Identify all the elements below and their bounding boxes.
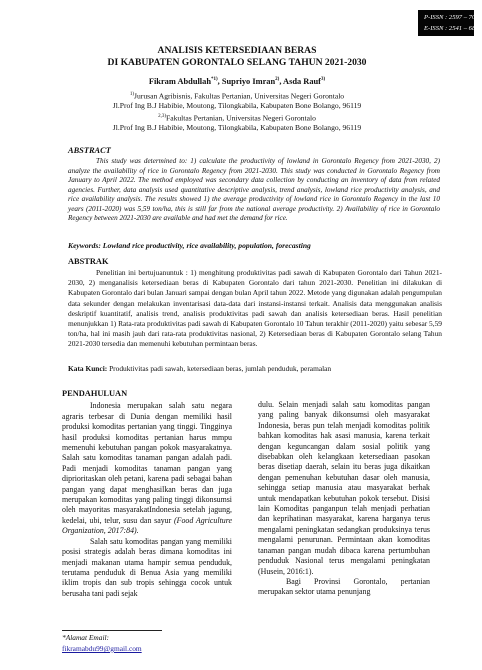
body-column-left [62,389,232,599]
left-paragraph-1: Indonesia merupakan salah satu negara agraris terbesar di Dunia dengan memiliki hasil produksi komoditas pertanian yang tinggi. Tingginya hasil produksi komoditas pertanian harus mmpu memenuhi kebutuhan pangan pokok masyarakatnya. Salah satu komoditas tanaman pangan adalah padi. Padi menjadi komoditas tanaman pangan yang diprioritaskan oleh petani, karena padi sebagai bahan pangan yang dapat menghasilkan beras dan juga merupakan komoditas yang paling tinggi dikonsumsi oleh mayoritas masyarakatIndonesia setelah jagung, kedelai, ubi, telur, susu dan sayur (Food Agriculture Organization, 2017:84). [62,401,232,536]
abstract-heading: ABSTRACT [68,146,111,155]
author-1: Fikram Abdullah$^{*1)}$, [148,77,222,86]
paper-title-line-2: DI KABUPATEN GORONTALO SELANG TAHUN 2021-2030 [107,57,367,68]
right-paragraph-1: dulu. Selain menjadi salah satu komoditas pangan yang paling banyak dikonsumsi oleh masyarakat Indonesia, beras pun telah menjadi komoditas politik bahkan komoditas hak asasi manusia, karena terkait dengan keguncangan dalam sosial politik yang disebabkan oleh kelangkaan ketersediaan pasokan beras disetiap daerah, selain itu beras juga dikaitkan dengan pemenuhan kebutuhan dasar oleh manusia, sehingga setiap manusia atau masyarakat berhak untuk mendapatkan kebutuhan pokok tersebut. Disisi lain Komoditas panganpun telah menjadi perhatian dan keprihatinan masyarakat, karena harganya terus mengalami peningkatan sedangkan produksinya terus mengalami penurunan. Permintaan akan komoditas tanaman pangan mudah dibaca karena pertumbuhan penduduk Nasional terus mengalami peningkatan (Husein, 2016:1). [258,400,430,576]
kata-kunci: Kata Kunci: Produktivitas padi sawah, ketersediaan beras, jumlah penduduk, peramalan [68,364,332,373]
email-link[interactable]: fikramabdu99@gmail.com [62,644,142,653]
footnote-divider [62,630,162,631]
issn-box [418,10,482,36]
affiliation-2-line-1: $^{2,3)}$Fakultas Pertanian, Universitas Negeri Gorontalo [158,113,316,123]
left-paragraph-2: Salah satu komoditas pangan yang memiliki posisi strategis adalah beras dimana komoditas ini menjadi makanan utama hampir semua penduduk, terutama penduduk di Benua Asia yang memiliki iklim tropis dan sub tropis sehingga cocok untuk berusaha tani padi sejak [62,536,232,598]
e-issn: E-ISSN : 2541 – 6847 [424,25,482,32]
pendahuluan-heading: PENDAHULUAN [62,389,128,398]
abstract-text: This study was determined to: 1) calculate the productivity of lowland in Gorontalo Regency from 2021-2030, 2) analyze the availability of rice in Gorontalo Regency from 2021-2030. This study was conducted in Gorontalo Regency from January to April 2022. The method employed was secondary data collection by conducting an inventory of data from related agencies. Further, data analysis used quantitative descriptive analysis, trend analysis, lowland rice productivity analysis, and rice availability analysis. The results showed 1) the average productivity of lowland rice in Gorontalo Regency in the last 10 years (2011-2020) was 5,59 ton/ha, this is still far from the national average productivity. 2) Availability of rice in Gorontalo Regency between 2021-2030 are available and had met the demand for rice. [68,157,440,222]
abstrak-text: Penelitian ini bertujuanuntuk : 1) menghitung produktivitas padi sawah di Kabupaten Gorontalo dari Tahun 2021-2030, 2) menganalisis ketersediaan beras di Kabupaten Gorontalo dari tahun 2021-2030. Penelitian ini dilakukan di Kabupaten Gorontalo dari bulan Januari sampai dengan bulan April tahun 2022. Metode yang digunakan adalah pengumpulan data sekunder dengan melakukan inventarisasi data-data dari instansi-instansi terkait. Analisis data menggunakan analisis deskriptif kuantitatif, analisis trend, analisis produktivitas padi sawah dan analisis ketersediaan beras. Hasil penelitian menunjukkan 1) Rata-rata produktivitas padi sawah di Kabupaten Gorontalo 10 Tahun terakhir (2011-2020) yaitu sebesar 5,59 ton/ha, hal ini masih jauh dari rata-rata produktivitas nasional, 2) Ketersediaan beras di Kabupaten Gorontalo selang Tahun 2021-2030 tersedia dan memenuhi kebutuhan permintaan beras. [68,268,442,349]
keywords: Keywords: Lowland rice productivity, rice availability, population, forecasting [68,241,311,250]
p-issn: P-ISSN : 2597 – 7075 [424,14,482,21]
abstrak-heading: ABSTRAK [68,257,109,266]
paper-title-line-1: ANALISIS KETERSEDIAAN BERAS [157,45,317,56]
affiliation-1-line-2: Jl.Prof Ing B.J Habibie, Moutong, Tilongkabila, Kabupaten Bone Bolango, 96119 [112,101,362,110]
affiliation-1-line-1: $^{1)}$Jurusan Agribisnis, Fakultas Pertanian, Universitas Negeri Gorontalo [129,91,345,101]
author-list [0,77,474,86]
author-3: Asda Rauf$^{3)}$ [283,77,326,86]
body-column-right [258,400,430,598]
footnote [62,632,142,654]
affiliation-2-line-2: Jl.Prof Ing B.J Habibie, Moutong, Tilongkabila, Kabupaten Bone Bolango, 96119 [112,123,362,132]
email-label: *Alamat Email: [62,633,110,642]
right-paragraph-2: Bagi Provinsi Gorontalo, pertanian merupakan sektor utama penunjang [258,576,430,597]
author-2: Supriyo Imran$^{2)}$, [221,77,284,86]
